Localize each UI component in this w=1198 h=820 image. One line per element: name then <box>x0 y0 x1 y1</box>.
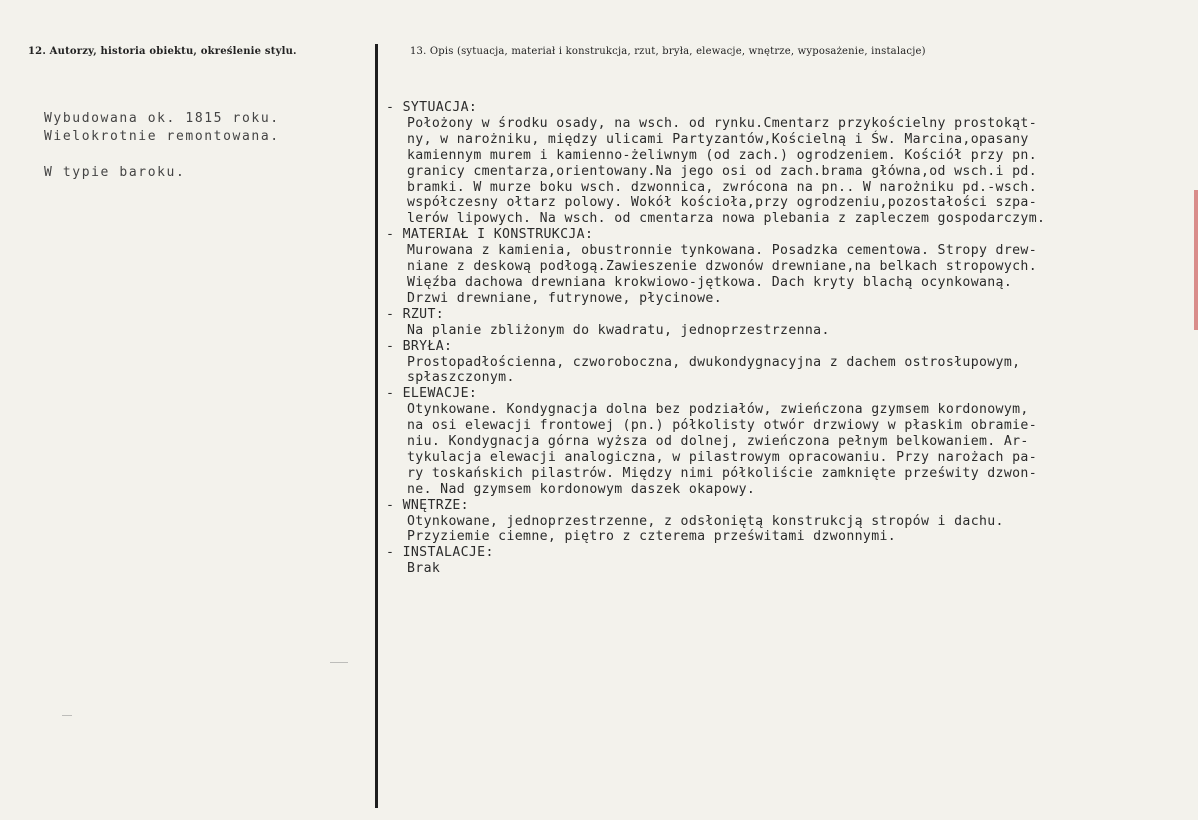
text-line: lerów lipowych. Na wsch. od cmentarza nowa plebania z zapleczem gospodarczym. <box>407 211 1046 227</box>
text-line: bramki. W murze boku wsch. dzwonnica, zwrócona na pn.. W narożniku pd.-wsch. <box>407 179 1038 195</box>
text-line: współczesny ołtarz polowy. Wokół kościoła,przy ogrodzeniu,pozostałości szpa- <box>407 195 1038 211</box>
section-title: - INSTALACJE: <box>386 545 494 561</box>
text-line: Otynkowane, jednoprzestrzenne, z odsłoniętą konstrukcją stropów i dachu. <box>407 513 1004 529</box>
text-line: na osi elewacji frontowej (pn.) półkolisty otwór drzwiowy w płaskim obramie- <box>407 418 1038 434</box>
text-line: Brak <box>407 561 441 577</box>
section-mass <box>386 339 1178 387</box>
description-column <box>386 100 1178 577</box>
text-line: granicy cmentarza,orientowany.Na jego osi od zach.brama główna,od wsch.i pd. <box>407 163 1038 179</box>
text-line: Położony w środku osady, na wsch. od rynku.Cmentarz przykościelny prostokąt- <box>407 115 1038 131</box>
section-title: - ELEWACJE: <box>386 386 478 402</box>
text-line: tykulacja elewacji analogiczna, w pilastrowym opracowaniu. Przy narożach pa- <box>407 449 1038 465</box>
section-title: - BRYŁA: <box>386 338 453 354</box>
text-line: ne. Nad gzymsem kordonowym daszek okapowy. <box>407 481 756 497</box>
text-line: Drzwi drewniane, futrynowe, płycinowe. <box>407 290 723 306</box>
text-line: niane z deskową podłogą.Zawieszenie dzwonów drewniane,na belkach stropowych. <box>407 259 1038 275</box>
text-line: Przyziemie ciemne, piętro z czterema prześwitami dzwonnymi. <box>407 529 897 545</box>
text-line: Więźba dachowa drewniana krokwiowo-jętkowa. Dach kryty blachą ocynkowaną. <box>407 274 1013 290</box>
section-title: - MATERIAŁ I KONSTRUKCJA: <box>386 227 594 243</box>
history-column <box>44 110 280 182</box>
style-line: W typie baroku. <box>44 165 186 180</box>
section-plan <box>386 307 1178 339</box>
section-title: - RZUT: <box>386 306 445 322</box>
scan-smudge <box>62 715 72 716</box>
text-line: Otynkowane. Kondygnacja dolna bez podziałów, zwieńczona gzymsem kordonowym, <box>407 402 1029 418</box>
section-12-header: 12. Autorzy, historia obiektu, określenie stylu. <box>28 46 297 57</box>
text-line: Prostopadłościenna, czworoboczna, dwukondygnacyjna z dachem ostrosłupowym, <box>407 354 1021 370</box>
history-line: Wybudowana ok. 1815 roku. <box>44 111 280 126</box>
text-line: Murowana z kamienia, obustronnie tynkowana. Posadzka cementowa. Stropy drew- <box>407 243 1038 259</box>
column-divider <box>375 44 378 808</box>
text-line: ny, w narożniku, między ulicami Partyzantów,Kościelną i Św. Marcina,opasany <box>407 131 1029 147</box>
text-line: ry toskańskich pilastrów. Między nimi półkoliście zamknięte prześwity dzwon- <box>407 465 1038 481</box>
text-line: niu. Kondygnacja górna wyższa od dolnej, zwieńczona pełnym belkowaniem. Ar- <box>407 434 1029 450</box>
history-line: Wielokrotnie remontowana. <box>44 129 280 144</box>
section-13-header: 13. Opis (sytuacja, materiał i konstrukcja, rzut, bryła, elewacje, wnętrze, wyposażenie, instalacje) <box>410 46 926 57</box>
section-installations <box>386 545 1178 577</box>
section-material <box>386 227 1178 307</box>
section-title: - SYTUACJA: <box>386 100 478 115</box>
edge-stain <box>1194 190 1198 330</box>
section-interior <box>386 498 1178 546</box>
section-title: - WNĘTRZE: <box>386 497 469 513</box>
section-elevations <box>386 386 1178 497</box>
text-line: kamiennym murem i kamienno-żeliwnym (od zach.) ogrodzeniem. Kościół przy pn. <box>407 147 1038 163</box>
section-situation <box>386 100 1178 227</box>
scan-smudge <box>330 662 348 663</box>
text-line: Na planie zbliżonym do kwadratu, jednoprzestrzenna. <box>407 322 830 338</box>
text-line: spłaszczonym. <box>407 370 515 386</box>
